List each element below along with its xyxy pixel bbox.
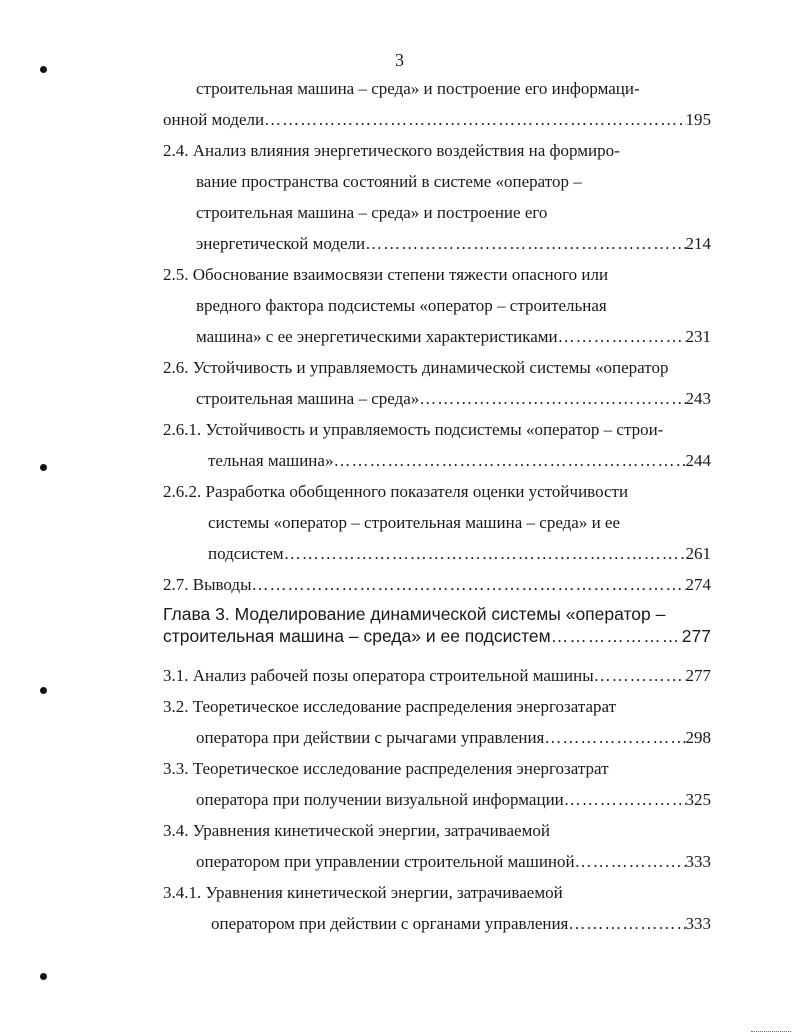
toc-line: вание пространства состояний в системе «оператор –	[196, 172, 582, 191]
toc-title: подсистем	[208, 544, 284, 563]
toc-title: оператора при получении визуальной информации	[196, 790, 564, 809]
toc-line: 2.4. Анализ влияния энергетического воздействия на формиро-	[163, 141, 620, 160]
toc-title: строительная машина – среда» и ее подсистем	[163, 626, 551, 646]
toc-page-number: 244	[685, 451, 711, 470]
toc-title: оператором при действии с органами управления	[211, 914, 569, 933]
toc-entry-last-line[interactable]	[196, 728, 711, 748]
toc-entry-last-line[interactable]	[163, 575, 711, 595]
toc-entry-last-line[interactable]	[196, 327, 711, 347]
toc-page-number: 277	[681, 626, 711, 646]
toc-entry-last-line[interactable]	[208, 544, 711, 564]
leader-dots	[551, 626, 682, 647]
leader-dots	[419, 389, 685, 409]
toc-title: онной модели	[163, 110, 265, 129]
toc-entry-last-line[interactable]	[208, 451, 711, 471]
toc-title: энергетической модели	[196, 234, 366, 253]
toc-entry-last-line[interactable]	[196, 790, 711, 810]
toc-entry-last-line[interactable]	[196, 234, 711, 254]
leader-dots	[558, 327, 686, 347]
toc-page-number: 243	[685, 389, 711, 408]
toc-page-number: 261	[685, 544, 711, 563]
toc-line: 3.3. Теоретическое исследование распределения энергозатрат	[163, 759, 609, 778]
toc-page-number: 214	[685, 234, 711, 253]
toc-title: оператора при действии с рычагами управления	[196, 728, 545, 747]
toc-line: 2.5. Обоснование взаимосвязи степени тяжести опасного или	[163, 265, 609, 284]
toc-entry-last-line[interactable]	[211, 914, 711, 934]
leader-dots	[264, 110, 685, 130]
leader-dots	[564, 790, 686, 810]
toc-line: вредного фактора подсистемы «оператор – строительная	[196, 296, 607, 315]
toc-entry-last-line[interactable]	[196, 852, 711, 872]
toc-page-number: 231	[685, 327, 711, 346]
toc-entry-last-line[interactable]	[196, 389, 711, 409]
toc-line: 2.6.2. Разработка обобщенного показателя оценки устойчивости	[163, 482, 629, 501]
toc-line: строительная машина – среда» и построение его информаци-	[196, 79, 640, 98]
toc-page-number: 274	[685, 575, 711, 594]
toc-line: 3.4.1. Уравнения кинетической энергии, затрачиваемой	[163, 883, 563, 902]
toc-line: строительная машина – среда» и построение его	[196, 203, 548, 222]
toc-line: 2.6.1. Устойчивость и управляемость подсистемы «оператор – строи-	[163, 420, 664, 439]
toc-page-number: 298	[685, 728, 711, 747]
punch-hole-icon	[40, 464, 47, 471]
leader-dots	[594, 666, 686, 686]
toc-line: 3.2. Теоретическое исследование распределения энергозатарат	[163, 697, 617, 716]
toc-line: 3.4. Уравнения кинетической энергии, затрачиваемой	[163, 821, 550, 840]
punch-hole-icon	[40, 687, 47, 694]
toc-title: 3.1. Анализ рабочей позы оператора строительной машины	[163, 666, 594, 685]
chapter-heading: Глава 3. Моделирование динамической системы «оператор –	[163, 604, 666, 624]
leader-dots	[575, 852, 686, 872]
leader-dots	[333, 451, 685, 471]
toc-page-number: 325	[685, 790, 711, 809]
corner-mark	[751, 1015, 791, 1032]
leader-dots	[365, 234, 685, 254]
toc-entry-last-line[interactable]	[163, 626, 711, 647]
leader-dots	[544, 728, 685, 748]
toc-line: 2.6. Устойчивость и управляемость динамической системы «оператор	[163, 358, 669, 377]
toc-line: системы «оператор – строительная машина – среда» и ее	[208, 513, 621, 532]
toc-title: строительная машина – среда»	[196, 389, 420, 408]
toc-entry-last-line[interactable]	[163, 110, 711, 130]
punch-hole-icon	[40, 66, 47, 73]
toc-title: машина» с ее энергетическими характеристиками	[196, 327, 558, 346]
toc-page-number: 333	[685, 914, 711, 933]
leader-dots	[568, 914, 685, 934]
toc-page-number: 277	[685, 666, 711, 685]
toc-title: тельная машина»	[208, 451, 334, 470]
toc-title: оператором при управлении строительной машиной	[196, 852, 575, 871]
punch-hole-icon	[40, 973, 47, 980]
toc-entry-last-line[interactable]	[163, 666, 711, 686]
leader-dots	[252, 575, 686, 595]
toc-page-number: 195	[685, 110, 711, 129]
page-number: 3	[395, 50, 404, 70]
toc-title: 2.7. Выводы	[163, 575, 252, 594]
leader-dots	[284, 544, 686, 564]
toc-page-number: 333	[685, 852, 711, 871]
